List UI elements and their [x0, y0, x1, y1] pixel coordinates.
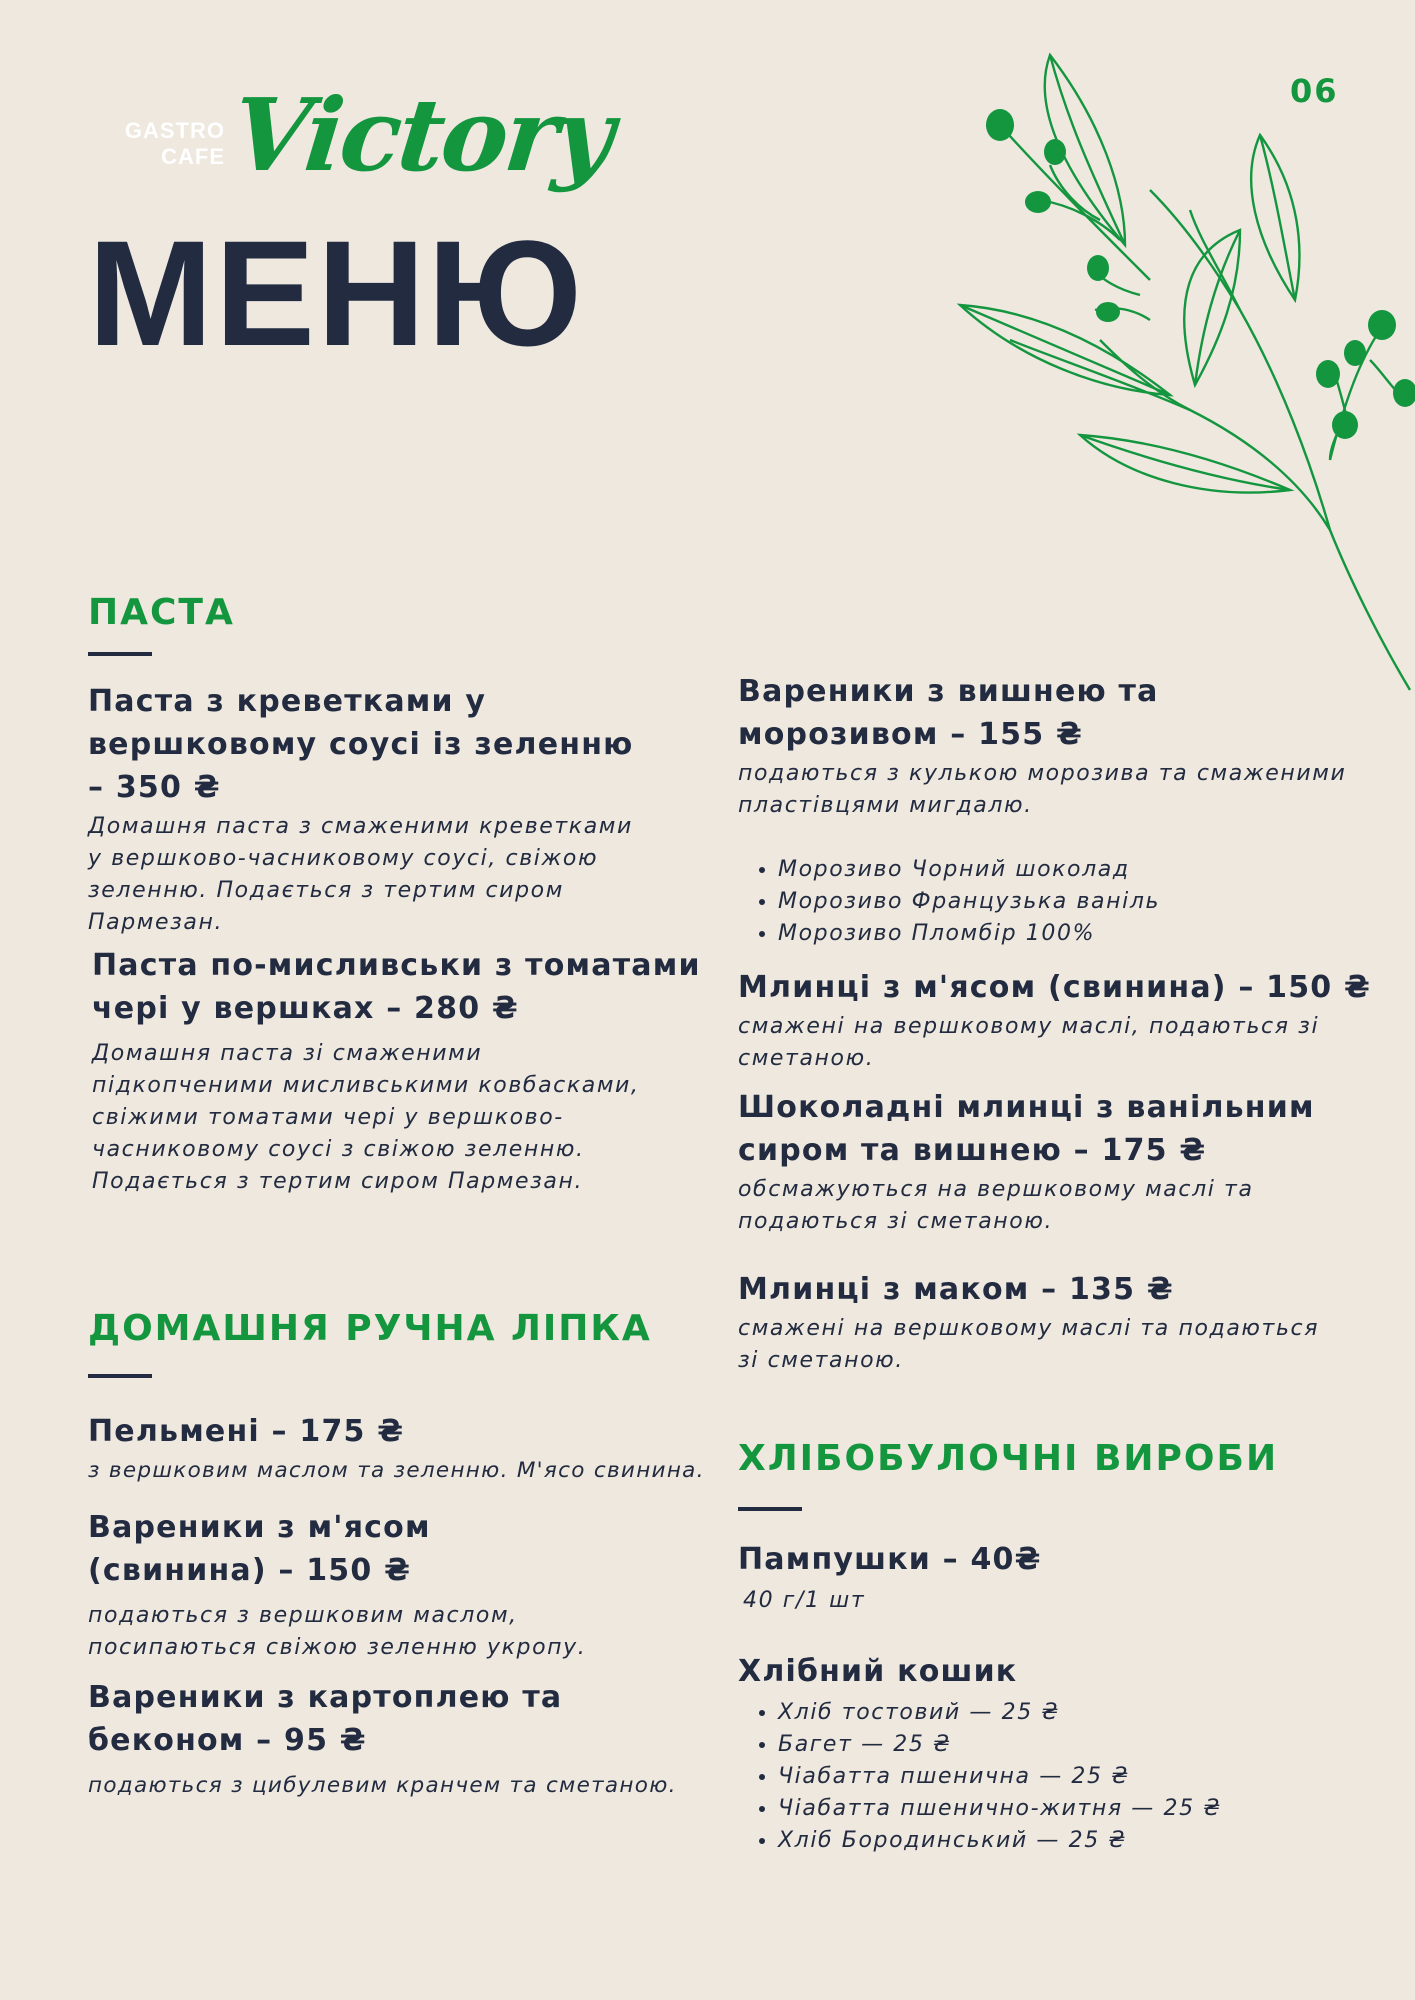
- menu-item: [88, 680, 648, 939]
- logo-line-cafe: CAFE: [161, 144, 225, 169]
- logo-small-text: [110, 118, 225, 170]
- item-description: Домашня паста з смаженими креветками у вершково-часниковому соусі, свіжою зеленню. Подається з тертим сиром Пармезан.: [88, 814, 633, 935]
- logo-line-gastro: GASTRO: [124, 118, 225, 143]
- menu-item: [738, 1268, 1358, 1377]
- menu-item: [738, 1650, 1358, 1857]
- item-title: Паста з креветками у вершковому соусі із зеленню – 350 ₴: [88, 684, 634, 805]
- ice-cream-options-list: [738, 854, 1358, 950]
- list-item: • Морозиво Французька ваніль: [778, 886, 1358, 918]
- list-item: • Чіабатта пшенично-житня — 25 ₴: [778, 1793, 1358, 1825]
- item-title: Паста по-мисливськи з томатами чері у вершках – 280 ₴: [92, 948, 701, 1026]
- list-item: • Морозиво Чорний шоколад: [778, 854, 1358, 886]
- section-divider: [738, 1507, 802, 1511]
- menu-item: [738, 1086, 1358, 1238]
- item-title: Шоколадні млинці з ванільним сиром та вишнею – 175 ₴: [738, 1090, 1315, 1168]
- item-description: подаються з цибулевим кранчем та сметаною.: [88, 1773, 677, 1798]
- menu-item: [88, 1410, 728, 1487]
- menu-item: [738, 966, 1378, 1075]
- section-title-bakery: ХЛІБОБУЛОЧНІ ВИРОБИ: [738, 1438, 1279, 1479]
- section-title-pasta: ПАСТА: [88, 592, 235, 633]
- menu-item: [92, 944, 712, 1198]
- leaf-branch-icon: [950, 40, 1415, 700]
- list-item: • Морозиво Пломбір 100%: [778, 918, 1358, 950]
- menu-item: [88, 1506, 587, 1664]
- section-divider: [88, 1374, 152, 1378]
- item-description: подаються з вершковим маслом, посипаються свіжою зеленню укропу.: [88, 1603, 587, 1660]
- list-item: • Хліб Бородинський — 25 ₴: [778, 1825, 1358, 1857]
- item-title: Вареники з вишнею та морозивом – 155 ₴: [738, 674, 1159, 752]
- item-description: Домашня паста зі смаженими підкопченими мисливськими ковбасками, свіжими томатами чері у вершково-часниковому соусі з свіжою зеленню. Подається з тертим сиром Пармезан.: [92, 1041, 640, 1194]
- item-description: 40 г/1 шт: [743, 1588, 866, 1613]
- item-description: обсмажуються на вершковому маслі та подаються зі сметаною.: [738, 1177, 1254, 1234]
- item-title: Вареники з картоплею та беконом – 95 ₴: [88, 1680, 563, 1758]
- item-title: Млинці з маком – 135 ₴: [738, 1272, 1174, 1307]
- item-description: смажені на вершковому маслі, подаються зі сметаною.: [738, 1014, 1320, 1071]
- menu-item: [88, 1676, 728, 1802]
- section-title-handmade: ДОМАШНЯ РУЧНА ЛІПКА: [88, 1308, 652, 1349]
- item-title: Пампушки – 40₴: [738, 1542, 1042, 1577]
- item-title: Пельмені – 175 ₴: [88, 1414, 405, 1449]
- bread-basket-list: [738, 1697, 1358, 1857]
- logo-brand: Victory: [226, 76, 617, 194]
- page-title: МЕНЮ: [88, 209, 585, 377]
- page-number: 06: [1290, 72, 1339, 110]
- menu-item: [738, 670, 1358, 950]
- list-item: • Хліб тостовий — 25 ₴: [778, 1697, 1358, 1729]
- item-title: Млинці з м'ясом (свинина) – 150 ₴: [738, 970, 1372, 1005]
- menu-item: [738, 1538, 1358, 1617]
- item-title: Хлібний кошик: [738, 1654, 1018, 1689]
- item-description: смажені на вершковому маслі та подаються зі сметаною.: [738, 1316, 1320, 1373]
- item-title: Вареники з м'ясом (свинина) – 150 ₴: [88, 1510, 431, 1588]
- item-description: з вершковим маслом та зеленню. М'ясо свинина.: [88, 1458, 705, 1483]
- logo: [110, 76, 617, 194]
- section-divider: [88, 652, 152, 656]
- list-item: • Чіабатта пшенична — 25 ₴: [778, 1761, 1358, 1793]
- list-item: • Багет — 25 ₴: [778, 1729, 1358, 1761]
- item-description: подаються з кулькою морозива та смаженими пластівцями мигдалю.: [738, 761, 1347, 818]
